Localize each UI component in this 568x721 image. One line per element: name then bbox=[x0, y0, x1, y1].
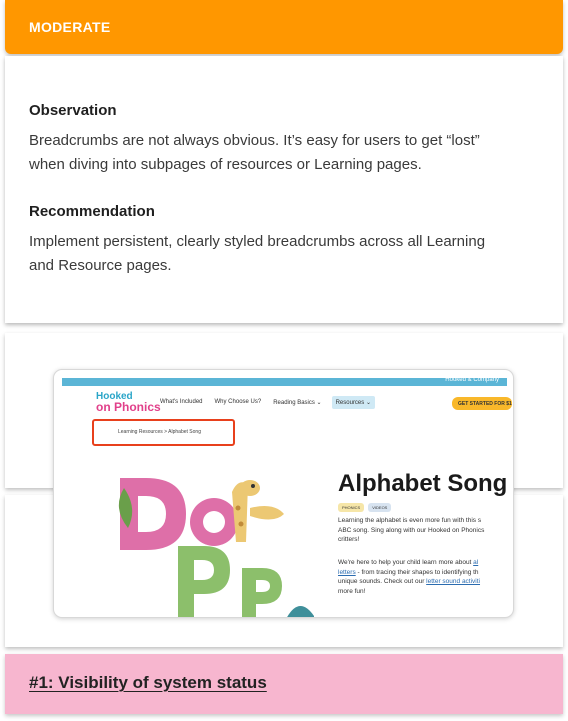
recommendation-line: Implement persistent, clearly styled breadcrumbs across all Learning bbox=[29, 233, 486, 250]
intro-line: ABC song. Sing along with our Hooked on Phonics bbox=[338, 526, 485, 534]
nav-item-why-choose-us: Why Choose Us? bbox=[214, 399, 262, 405]
help-paragraph bbox=[338, 558, 514, 596]
severity-label: MODERATE bbox=[29, 19, 111, 35]
finding-card bbox=[5, 56, 563, 323]
intro-line: Learning the alphabet is even more fun with this s bbox=[338, 517, 482, 524]
site-top-bar-text: Hooked & Company bbox=[445, 377, 499, 383]
page-title: Alphabet Song bbox=[338, 470, 508, 497]
logo-top-text: Hooked bbox=[96, 391, 133, 402]
help-text: We're here to help your child learn more about bbox=[338, 559, 474, 566]
help-line bbox=[338, 568, 514, 578]
site-breadcrumb: Learning Resources > Alphabet Song bbox=[118, 429, 201, 435]
intro-paragraph bbox=[338, 516, 514, 545]
site-nav bbox=[158, 396, 375, 409]
nav-item-reading-basics: Reading Basics ⌄ bbox=[273, 400, 322, 406]
recommendation-heading: Recommendation bbox=[29, 203, 155, 220]
observation-line: when diving into subpages of resources or Learning pages. bbox=[29, 156, 422, 173]
get-started-button: GET STARTED FOR $1 bbox=[452, 397, 512, 410]
letters-link: al bbox=[473, 559, 479, 566]
heuristic-footer bbox=[5, 654, 563, 714]
recommendation-line: and Resource pages. bbox=[29, 257, 172, 274]
breadcrumb-highlight-box bbox=[92, 419, 235, 446]
tag-list bbox=[338, 503, 391, 512]
observation-line: Breadcrumbs are not always obvious. It’s easy for users to get “lost” bbox=[29, 132, 480, 149]
site-top-bar bbox=[62, 378, 507, 386]
screenshot-area bbox=[5, 333, 563, 647]
help-line bbox=[338, 577, 514, 587]
giraffe-shape bbox=[232, 480, 284, 542]
letter-sound-activities-link: letter sound activiti bbox=[426, 578, 481, 585]
logo-bottom-text: on Phonics bbox=[96, 400, 161, 414]
help-text: - from tracing their shapes to identifying th bbox=[355, 568, 479, 576]
tag-phonics: PHONICS bbox=[338, 503, 364, 512]
letter-o-shape bbox=[190, 498, 238, 546]
teal-shape bbox=[286, 606, 314, 618]
nav-item-whats-included: What's Included bbox=[160, 399, 203, 405]
tag-videos: VIDEOS bbox=[368, 503, 391, 512]
help-text: unique sounds. Check out our bbox=[338, 578, 427, 585]
letters-link-cont: letters bbox=[338, 568, 356, 576]
intro-line: critters! bbox=[338, 536, 360, 543]
website-screenshot bbox=[53, 369, 514, 618]
observation-text bbox=[29, 129, 549, 177]
severity-header bbox=[5, 0, 563, 54]
nav-item-resources: Resources ⌄ bbox=[332, 396, 375, 409]
help-line: more fun! bbox=[338, 587, 366, 595]
site-logo bbox=[96, 392, 161, 412]
recommendation-text bbox=[29, 230, 549, 278]
alphabet-hero-illustration bbox=[54, 468, 314, 618]
letter-p-small-shape bbox=[242, 568, 282, 618]
help-line bbox=[338, 558, 514, 568]
heuristic-label: #1: Visibility of system status bbox=[29, 673, 267, 692]
letter-p-shape bbox=[178, 546, 230, 618]
observation-heading: Observation bbox=[29, 102, 117, 119]
